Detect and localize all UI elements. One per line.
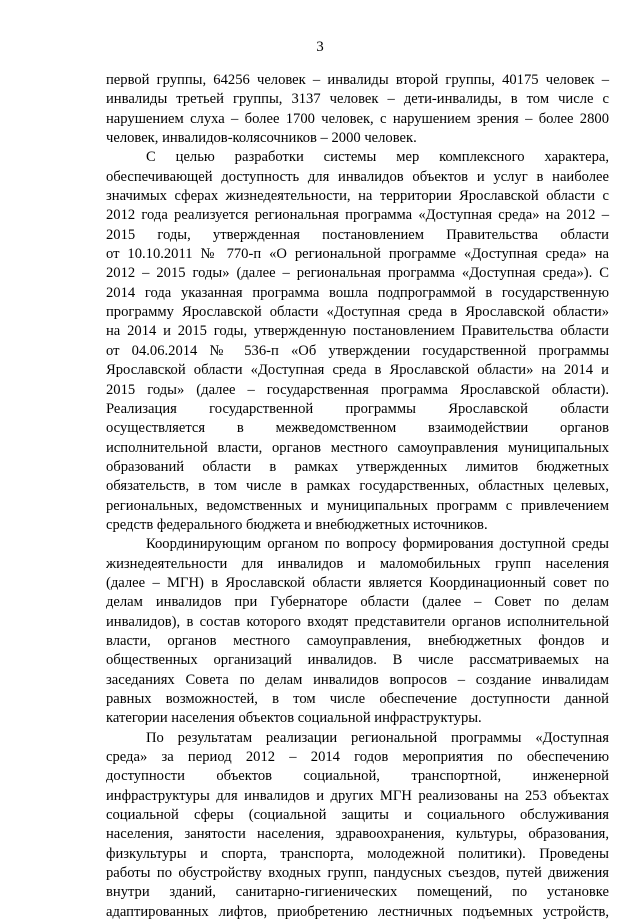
text-line: власти, органов местного самоуправления, внебюджетных фондов и xyxy=(106,632,609,649)
text-line: инфраструктуры для инвалидов и других МГН реализованы на 253 объектах xyxy=(106,787,609,804)
text-line: С целью разработки системы мер комплексного характера, xyxy=(146,149,609,166)
text-line: 2015 годы, утвержденная постановлением Правительства области xyxy=(106,226,609,243)
text-line: адаптированных лифтов, приобретению лестничных подъемных устройств, xyxy=(106,903,609,920)
text-line: заседаниях Совета по делам инвалидов вопросов – создание инвалидам xyxy=(106,671,609,688)
text-line: равных возможностей, в том числе обеспечение доступности данной xyxy=(106,691,609,707)
text-line: обеспечивающей доступность для инвалидов объектов и услуг в наиболее xyxy=(106,168,609,185)
page-number: 3 xyxy=(316,39,324,55)
text-line: от 04.06.2014 № 536-п «Об утверждении государственной программы xyxy=(106,342,609,359)
text-line: значимых сферах жизнедеятельности, на территории Ярославской области с xyxy=(106,188,609,205)
text-line: от 10.10.2011 № 770-п «О региональной программе «Доступная среда» на xyxy=(106,246,609,263)
text-line: средств федерального бюджета и внебюджетных источников. xyxy=(106,516,488,533)
text-line: нарушением слуха – более 1700 человек, с нарушением зрения – более 2800 xyxy=(106,110,609,127)
text-line: первой группы, 64256 человек – инвалиды второй группы, 40175 человек – xyxy=(106,72,609,88)
text-line: делам инвалидов при Губернаторе области (далее – Совет по делам xyxy=(106,594,609,611)
text-line: инвалиды третьей группы, 3137 человек – дети-инвалиды, в том числе с xyxy=(106,91,609,108)
text-line: населения, занятости населения, здравоохранения, культуры, образования, xyxy=(106,826,609,843)
text-line: инвалидов), в состав которого входят представители органов исполнительной xyxy=(106,613,609,630)
text-line: осуществляется в межведомственном взаимодействии органов xyxy=(106,420,609,437)
text-line: на 2014 и 2015 годы, утвержденную постановлением Правительства области xyxy=(106,323,609,340)
text-line: исполнительной власти, органов местного самоуправления муниципальных xyxy=(106,439,609,456)
text-line: обязательств, в том числе в рамках государственных, областных целевых, xyxy=(106,478,609,495)
text-line: 2014 года указанная программа вошла подпрограммой в государственную xyxy=(106,284,609,301)
text-line: (далее – МГН) в Ярославской области является Координационный совет по xyxy=(106,574,609,591)
text-line: доступности объектов социальной, транспортной, инженерной xyxy=(106,768,609,785)
text-line: среда» за период 2012 – 2014 годов мероприятия по обеспечению xyxy=(106,749,609,766)
body-text xyxy=(106,71,609,922)
text-line: Координирующим органом по вопросу формирования доступной среды xyxy=(146,536,609,553)
text-line: Ярославской области «Доступная среда в Ярославской области» на 2014 и xyxy=(106,362,609,379)
text-line: программу Ярославской области «Доступная среда в Ярославской области» xyxy=(106,304,609,321)
text-line: общественных организаций инвалидов. В числе рассматриваемых на xyxy=(106,652,609,669)
text-line: работы по обустройству входных групп, пандусных съездов, путей движения xyxy=(106,865,609,882)
text-line: 2012 года реализуется региональная программа «Доступная среда» на 2012 – xyxy=(106,207,609,224)
text-line: внутри зданий, санитарно-гигиенических помещений, по установке xyxy=(106,884,609,901)
text-line: физкультуры и спорта, транспорта, молодежной политики). Проведены xyxy=(106,845,609,862)
text-line: По результатам реализации региональной программы «Доступная xyxy=(146,729,609,746)
text-line: человек, инвалидов-колясочников – 2000 человек. xyxy=(106,130,417,147)
text-line: категории населения объектов социальной инфраструктуры. xyxy=(106,710,482,727)
text-line: 2015 годы» (далее – государственная программа Ярославской области). xyxy=(106,381,609,398)
text-line: 2012 – 2015 годы» (далее – региональная программа «Доступная среда»). С xyxy=(106,265,609,282)
text-line: Реализация государственной программы Ярославской области xyxy=(106,400,609,417)
text-line: образований области в рамках утвержденных лимитов бюджетных xyxy=(106,458,609,475)
text-line: социальной сферы (социальной защиты и социального обслуживания xyxy=(106,807,609,824)
text-line: жизнедеятельности для инвалидов и маломобильных групп населения xyxy=(106,555,609,572)
text-line: региональных, ведомственных и муниципальных программ с привлечением xyxy=(106,497,609,514)
